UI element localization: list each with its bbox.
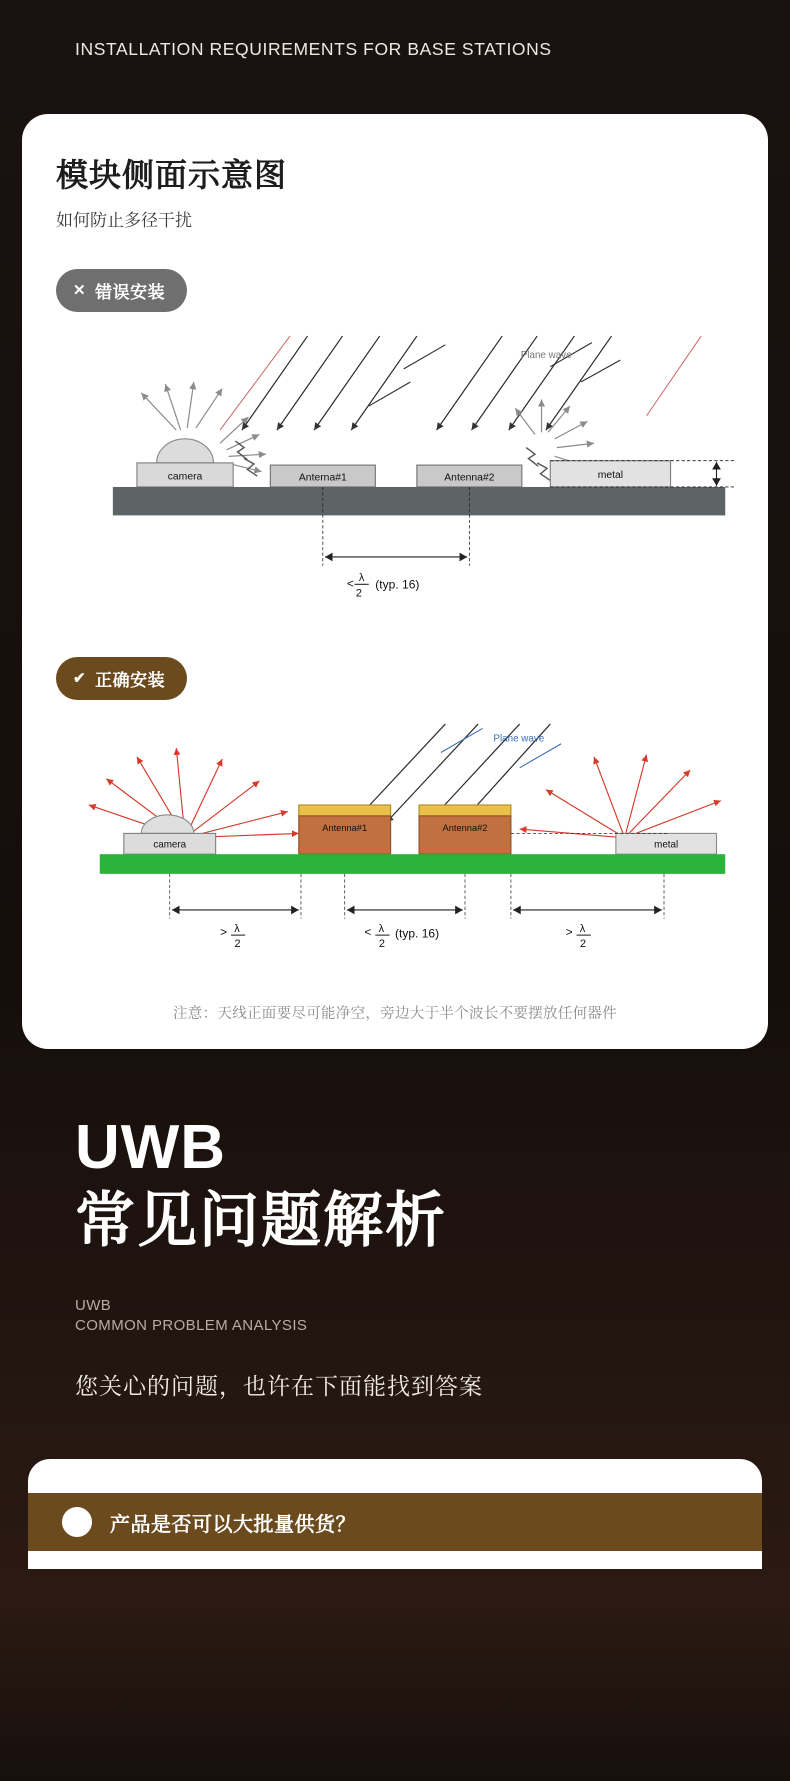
right-dim-right-lambda: λ [579, 922, 586, 935]
faq-item-1[interactable] [28, 1493, 762, 1551]
right-tag-wrap [56, 657, 734, 700]
plane-wave-label-wrong: Plane wave [520, 349, 572, 361]
wrong-tag-wrap [56, 269, 734, 312]
right-install-tag [56, 657, 187, 700]
uwb-en-line-2: COMMON PROBLEM ANALYSIS [75, 1317, 308, 1335]
right-dim-center-typ: (typ. 16) [395, 926, 440, 941]
wrong-install-tag [56, 269, 187, 312]
metal-label-right: metal [654, 839, 679, 851]
uwb-section [0, 1049, 790, 1401]
wrong-installation-diagram [56, 312, 734, 629]
metal-label-wrong: metal [597, 470, 624, 482]
antenna2-label-right: Antenna#2 [442, 823, 488, 834]
wrong-install-label: 错误安装 [95, 283, 166, 302]
faq-question-1: 产品是否可以大批量供货？ [110, 1513, 356, 1536]
uwb-en-line-1: UWB [75, 1297, 112, 1315]
banner-title-en: INSTALLATION REQUIREMENTS FOR BASE STATIONS [75, 38, 552, 59]
right-dim-center-lambda: λ [378, 922, 385, 935]
right-dim-right-two: 2 [580, 938, 587, 951]
right-dim-center-two: 2 [378, 938, 385, 951]
top-banner [0, 0, 790, 98]
camera-label-wrong: camera [167, 471, 203, 483]
right-dim-left-gt: > [220, 925, 228, 940]
close-icon: ✕ [73, 282, 87, 299]
uwb-title-main: UWB [75, 1113, 227, 1183]
antenna1-label-right: Antenna#1 [322, 823, 368, 834]
faq-card [28, 1459, 762, 1569]
right-dim-center-lt: < [364, 925, 372, 940]
camera-label-right: camera [153, 839, 187, 851]
bullet-icon [62, 1507, 92, 1537]
uwb-title-sub: 常见问题解析 [75, 1187, 447, 1255]
right-dim-left-lambda: λ [234, 922, 240, 935]
check-icon: ✔ [73, 670, 87, 688]
correct-installation-diagram [56, 700, 734, 984]
diagram-note: 注意：天线正面要尽可能净空，旁边大于半个波长不要摆放任何器件 [173, 1006, 617, 1023]
uwb-tagline: 您关心的问题，也许在下面能找到答案 [75, 1373, 483, 1400]
right-dim-left-two: 2 [234, 938, 241, 951]
plane-wave-label-right: Plane wave [493, 733, 545, 745]
wrong-dim-lt: < [346, 576, 354, 591]
wrong-dim-lambda: λ [358, 572, 365, 585]
wrong-dim-typ: (typ. 16) [375, 577, 420, 592]
wrong-dim-two: 2 [355, 587, 362, 600]
antenna1-label-wrong: Anterna#1 [298, 472, 347, 484]
card-title: 模块侧面示意图 [56, 157, 288, 193]
diagram-card [22, 114, 768, 1049]
card-subtitle: 如何防止多径干扰 [56, 211, 192, 230]
antenna2-label-wrong: Antenna#2 [444, 472, 495, 484]
right-install-label: 正确安装 [95, 671, 166, 691]
right-dim-right-gt: > [565, 925, 573, 940]
